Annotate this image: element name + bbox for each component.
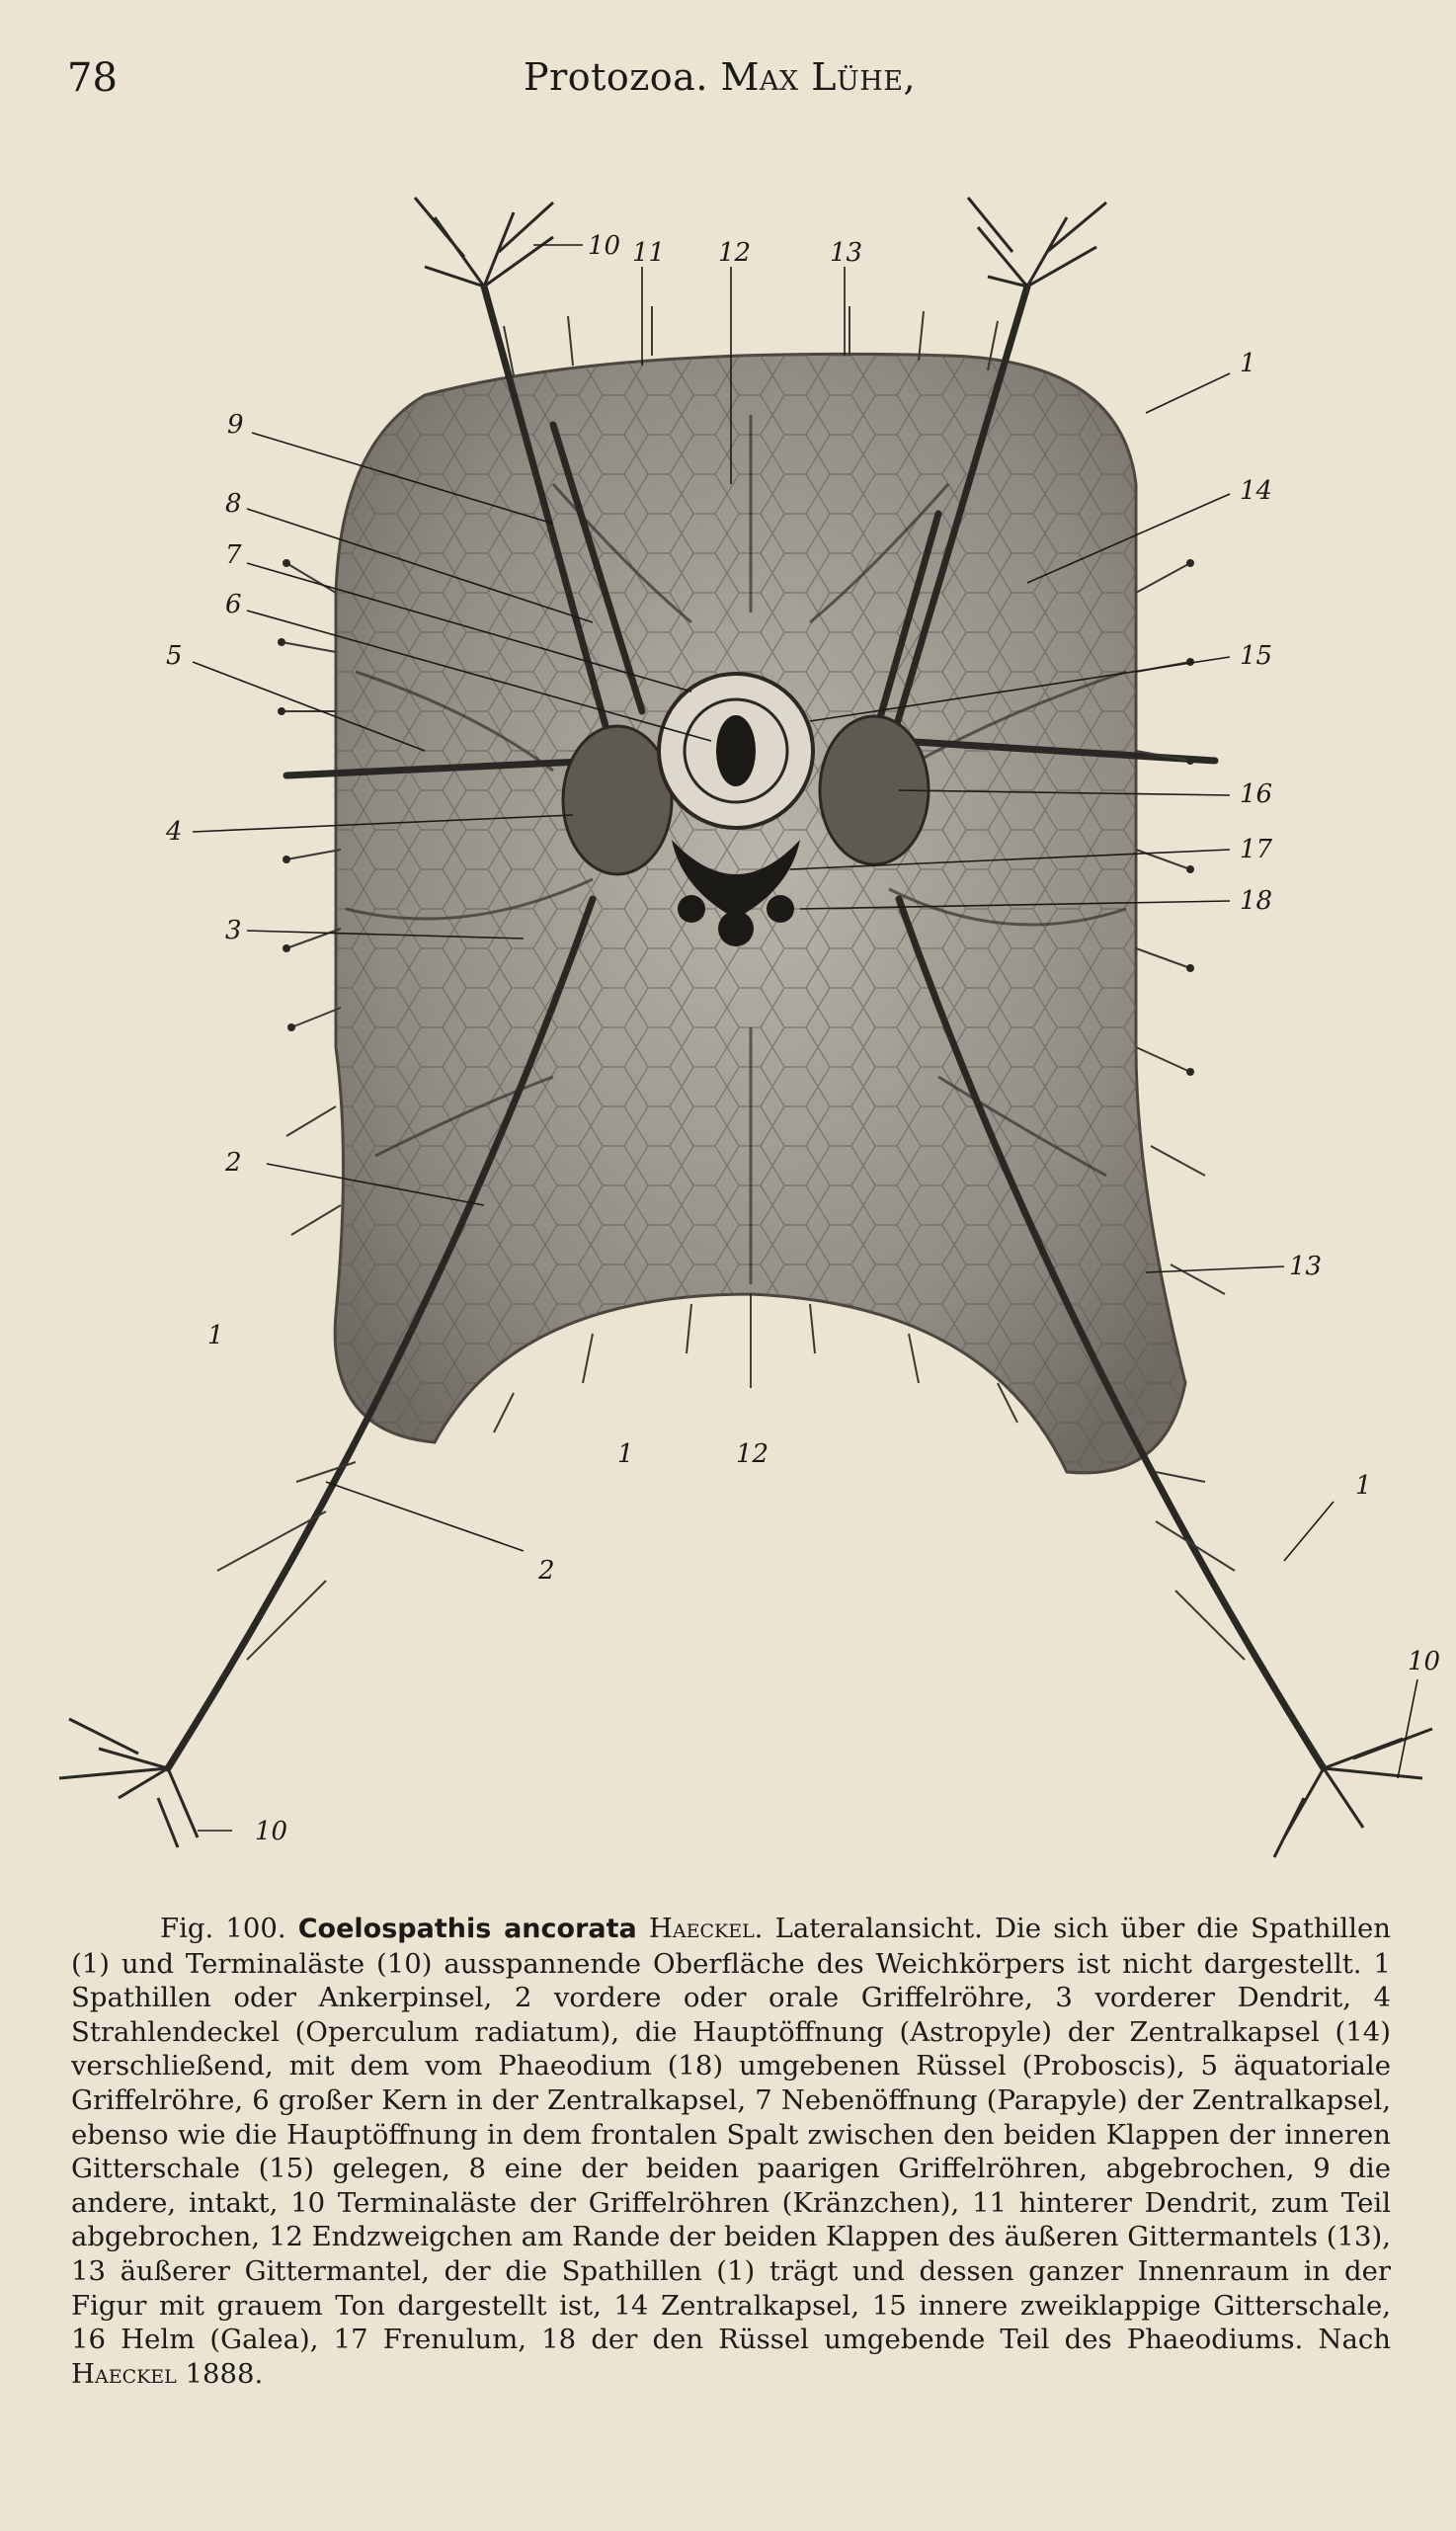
species-name: Coelospathis ancorata	[297, 1914, 637, 1944]
label-17: 17	[1240, 835, 1273, 864]
label-12-bottom: 12	[736, 1439, 769, 1469]
page-header	[0, 51, 1456, 111]
label-13-right: 13	[1289, 1252, 1323, 1281]
label-14: 14	[1240, 476, 1273, 506]
label-12-top: 12	[718, 238, 752, 268]
label-10-left: 10	[255, 1817, 288, 1846]
caption-source-author: Haeckel 1888.	[71, 2357, 264, 2390]
label-11: 11	[632, 238, 666, 268]
label-1-bottom: 1	[617, 1439, 634, 1469]
figure-number: Fig. 100.	[160, 1913, 286, 1944]
label-4: 4	[166, 817, 183, 847]
label-5: 5	[166, 641, 183, 671]
author-name: Max Lühe,	[720, 55, 917, 99]
label-2-bottom: 2	[538, 1556, 555, 1586]
figure-illustration	[0, 158, 1456, 1897]
label-8: 8	[225, 489, 242, 519]
figure-caption	[71, 1912, 1391, 2391]
label-10-right: 10	[1408, 1647, 1441, 1676]
label-13-top: 13	[830, 238, 863, 268]
label-9: 9	[227, 410, 244, 440]
label-18: 18	[1240, 886, 1273, 916]
label-1-lowright: 1	[1355, 1471, 1372, 1501]
caption-text: Lateralansicht. Die sich über die Spathillen (1) und Terminaläste (10) ausspannende Oberfläche des Weichkörpers ist nicht dargestellt. 1 Spathillen oder Ankerpinsel, 2 vordere oder orale Griffelröhre, 3 vorderer Dendrit, 4 Strahlendeckel (Operculum radiatum), die Hauptöffnung (Astropyle) der Zentralkapsel (14) verschließend, mit dem vom Phaeodium (18) umgebenen Rüssel (Proboscis), 5 äquatoriale Griffelröhre, 6 großer Kern in der Zentralkapsel, 7 Nebenöffnung (Parapyle) der Zentralkapsel, ebenso wie die Hauptöffnung in dem frontalen Spalt zwischen den beiden Klappen der inneren Gitterschale (15) gelegen, 8 eine der beiden paarigen Griffelröhren, abgebrochen, 9 die andere, intakt, 10 Terminaläste der Griffelröhren (Kränzchen), 11 hinterer Dendrit, zum Teil abgebrochen, 12 Endzweigchen am Rande der beiden Klappen des äußeren Gittermantels (13), 13 äußerer Gittermantel, der die Spathillen (1) trägt und dessen ganzer Innenraum in der Figur mit grauem Ton dargestellt ist, 14 Zentralkapsel, 15 innere zweiklappige Gitterschale, 16 Helm (Galea), 17 Frenulum, 18 der den Rüssel umgebende Teil des Phaeodiums.	[71, 1913, 1392, 2356]
label-7: 7	[225, 540, 242, 570]
label-6: 6	[225, 590, 242, 619]
species-authority: Haeckel.	[648, 1913, 764, 1944]
label-10-top: 10	[588, 231, 621, 261]
label-1-right: 1	[1240, 349, 1256, 378]
label-2: 2	[225, 1148, 242, 1178]
label-15: 15	[1240, 641, 1273, 671]
label-3: 3	[225, 916, 242, 945]
outer-lattice-mantle	[335, 354, 1185, 1473]
section-title: Protozoa.	[524, 55, 708, 99]
radiolarian-drawing	[0, 158, 1456, 1897]
running-head	[524, 55, 916, 99]
label-16: 16	[1240, 779, 1273, 809]
caption-source: Nach	[1318, 2324, 1391, 2356]
label-1-left: 1	[207, 1321, 224, 1350]
page-number: 78	[67, 55, 118, 101]
